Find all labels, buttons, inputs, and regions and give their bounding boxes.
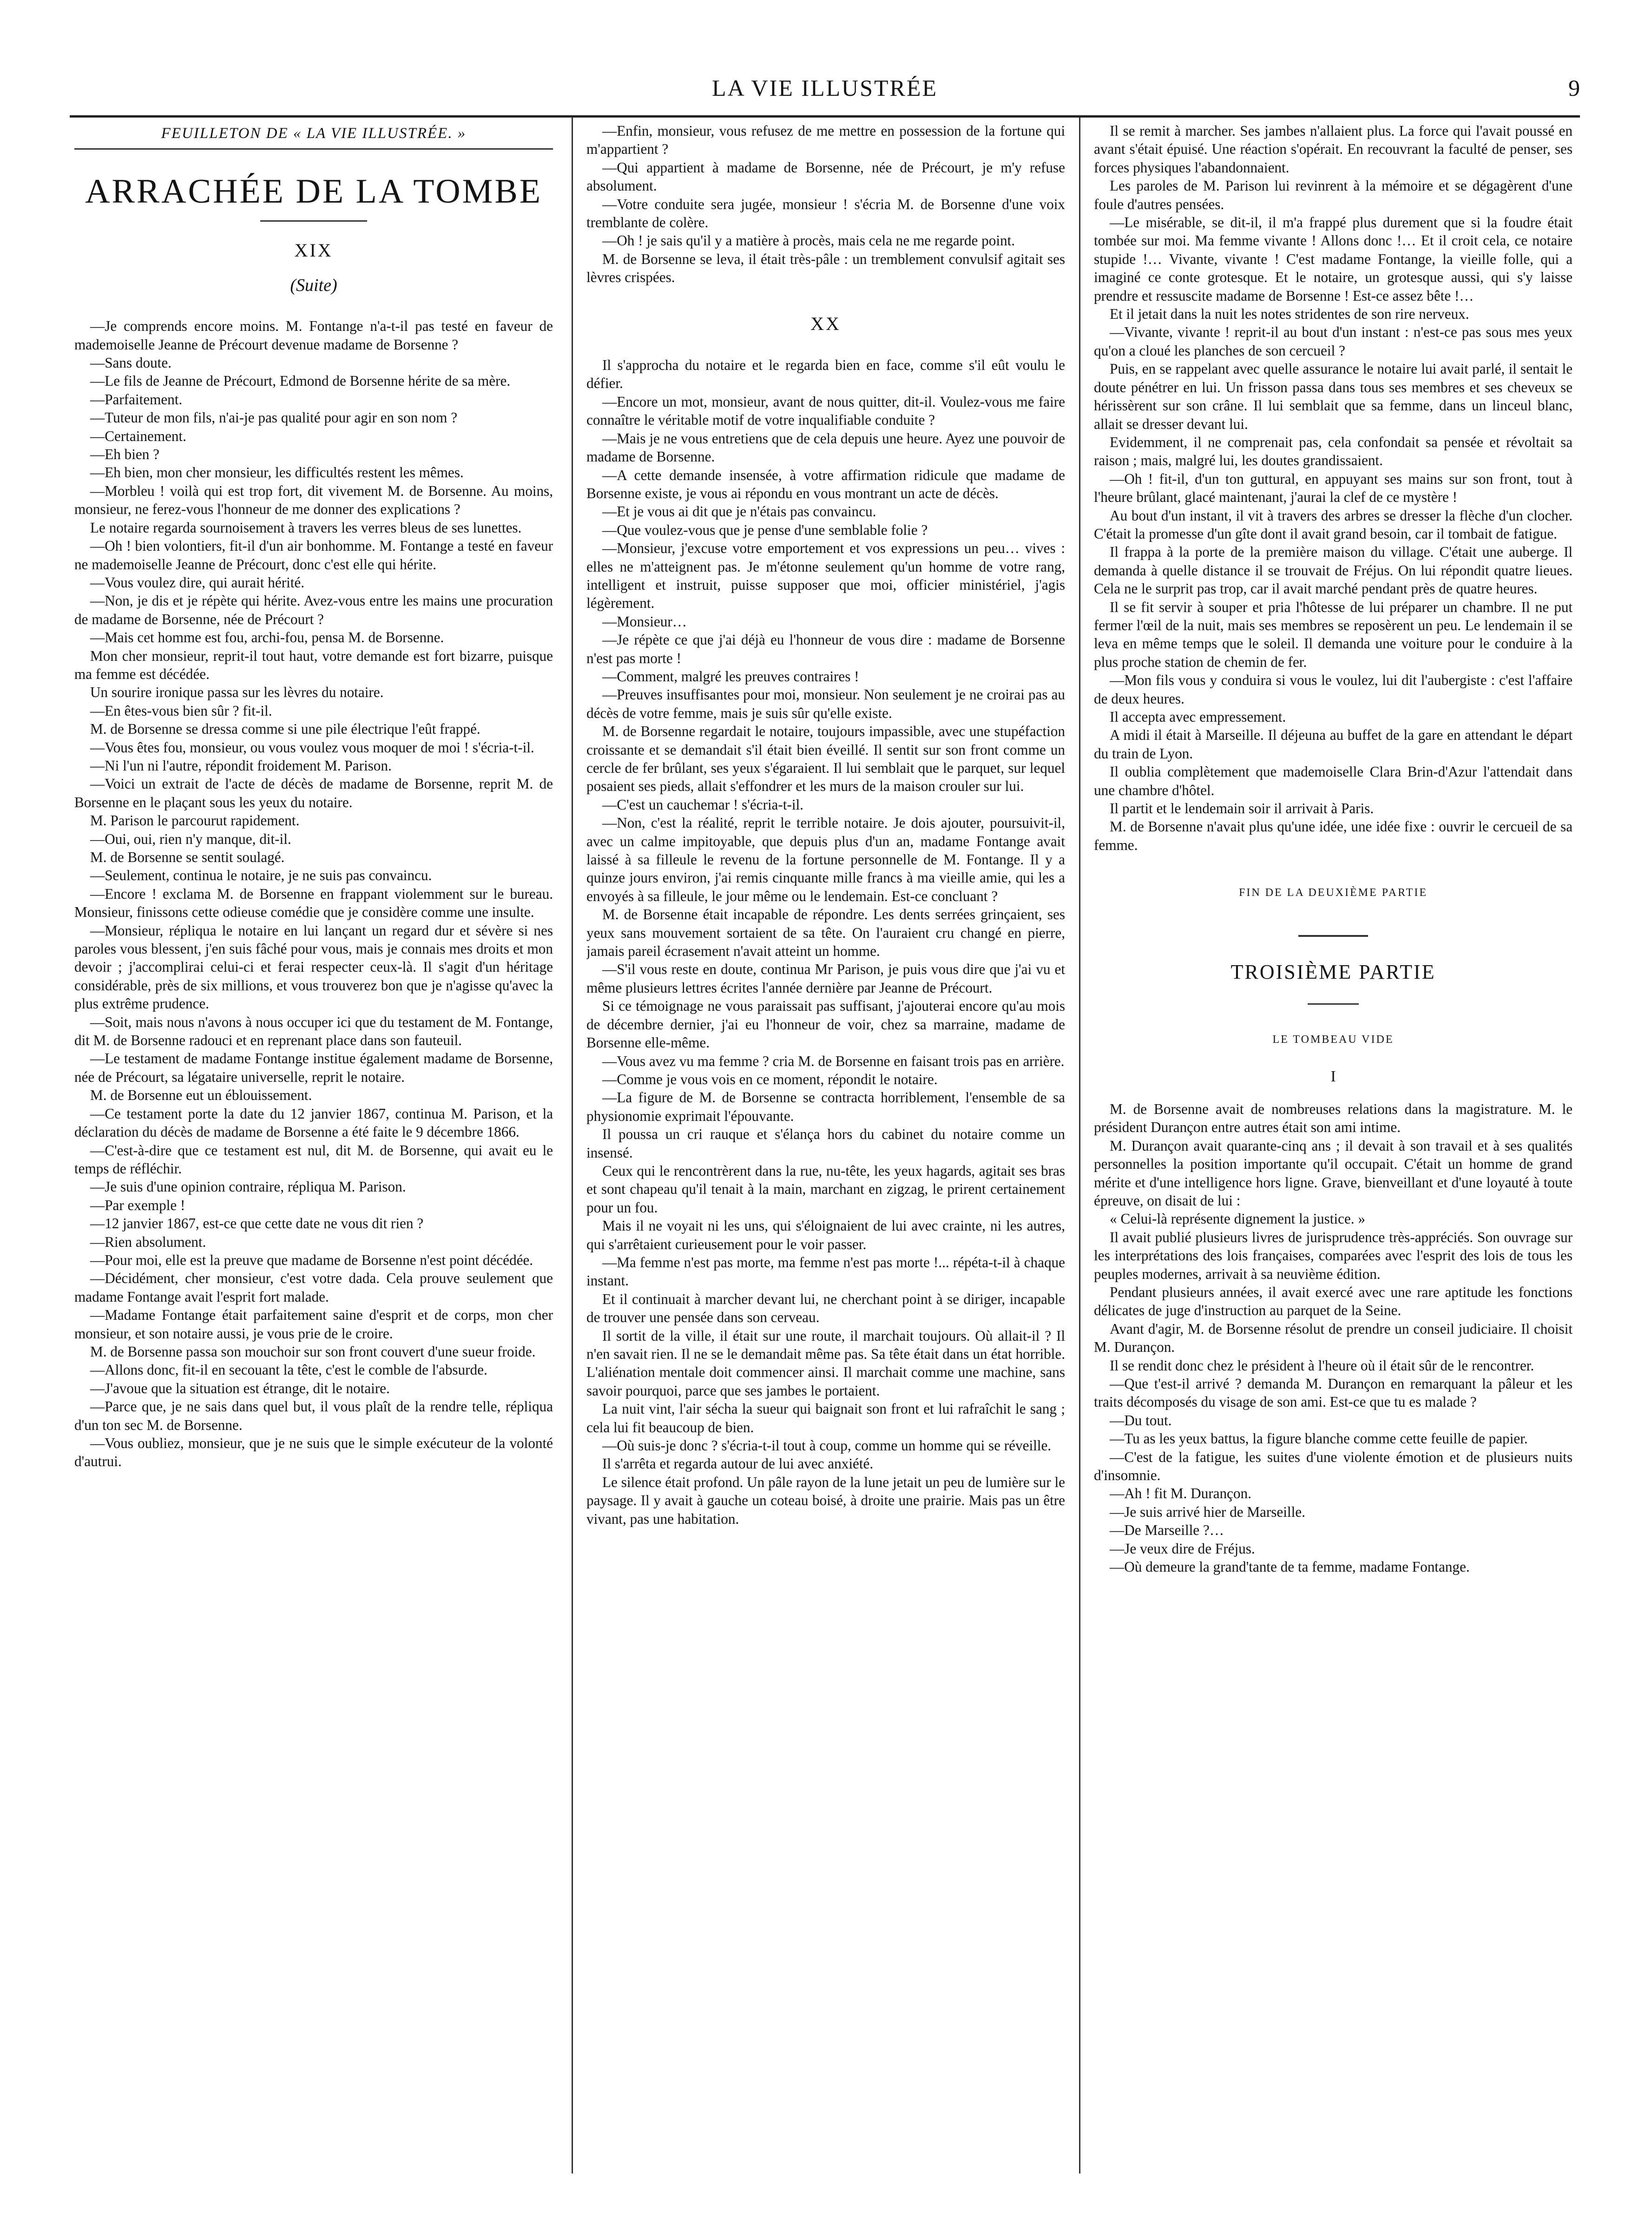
paragraph: M. de Borsenne avait de nombreuses relations dans la magistrature. M. le président Durançon entre autres était son ami intime. (1094, 1100, 1573, 1136)
paragraph: —Preuves insuffisantes pour moi, monsieur. Non seulement je ne croirai pas au décès de votre femme, mais je suis sûr qu'elle existe. (586, 686, 1065, 721)
paragraph: —Je comprends encore moins. M. Fontange n'a-t-il pas testé en faveur de mademoiselle Jeanne de Précourt devenue madame de Borsenne ? (74, 318, 553, 353)
paragraph: —Rien absolument. (90, 1233, 206, 1250)
paragraph: M. de Borsenne eut un éblouissement. (90, 1087, 312, 1104)
paragraph: —Eh bien ? (90, 446, 159, 463)
paragraph: M. de Borsenne passa son mouchoir sur son front couvert d'une sueur froide. (90, 1343, 536, 1360)
paragraph: —A cette demande insensée, à votre affirmation ridicule que madame de Borsenne existe, je vous ai répondu en vous montrant un acte de décès. (586, 467, 1065, 501)
column-2-text (586, 356, 1065, 1528)
paragraph: Il accepta avec empressement. (1110, 709, 1286, 725)
paragraph: —Où demeure la grand'tante de ta femme, madame Fontange. (1110, 1559, 1470, 1575)
header-rule (70, 115, 1580, 118)
page-header (70, 74, 1580, 107)
chapter-number: XX (810, 313, 841, 334)
paragraph: Il avait publié plusieurs livres de jurisprudence très-appréciés. Son ouvrage sur les interprétations des lois françaises, comparées avec l'esprit des lois de tous les peuples modernes, arrivait à sa neuvième édition. (1094, 1229, 1573, 1282)
story-title: ARRACHÉE DE LA TOMBE (85, 172, 542, 211)
paragraph: —Comment, malgré les preuves contraires ! (602, 668, 859, 685)
paragraph: —Je suis d'une opinion contraire, répliqua M. Parison. (90, 1179, 406, 1195)
paragraph: Evidemment, il ne comprenait pas, cela confondait sa pensée et révoltait sa raison ; mais, malgré lui, les doutes grandissaient. (1094, 434, 1573, 469)
paragraph: —Ma femme n'est pas morte, ma femme n'est pas morte !... répéta-t-il à chaque instant. (586, 1254, 1065, 1289)
chapter-number: I (1330, 1068, 1336, 1086)
paragraph: —Ni l'un ni l'autre, répondit froidement M. Parison. (90, 757, 392, 774)
paragraph: —Mais cet homme est fou, archi-fou, pensa M. de Borsenne. (90, 629, 444, 646)
paragraph: —Tuteur de mon fils, n'ai-je pas qualité pour agir en son nom ? (90, 409, 458, 426)
paragraph: M. de Borsenne n'avait plus qu'une idée, une idée fixe : ouvrir le cercueil de sa femme. (1094, 818, 1573, 853)
paragraph: M. Parison le parcourut rapidement. (90, 812, 300, 829)
paragraph: Mais il ne voyait ni les uns, qui s'éloignaient de lui avec crainte, ni les autres, qui s'arrêtaient curieusement pour le voir passer. (586, 1218, 1065, 1252)
paragraph: —Comme je vous vois en ce moment, répondit le notaire. (602, 1071, 938, 1087)
paragraph: M. de Borsenne était incapable de répondre. Les dents serrées grinçaient, ses yeux sans mouvement sortaient de sa tête. On l'auraient cru changé en pierre, jamais pareil écrasement n'avait atteint un homme. (586, 906, 1065, 960)
chapter-number: XIX (294, 240, 333, 261)
paragraph: —Encore un mot, monsieur, avant de nous quitter, dit-il. Voulez-vous me faire connaître le véritable motif de votre inqualifiable conduite ? (586, 393, 1065, 428)
paragraph: Il poussa un cri rauque et s'élança hors du cabinet du notaire comme un insensé. (586, 1126, 1065, 1161)
paragraph: —Monsieur… (602, 613, 687, 630)
paragraph: —Eh bien, mon cher monsieur, les difficultés restent les mêmes. (90, 464, 464, 481)
paragraph: —Vous avez vu ma femme ? cria M. de Borsenne en faisant trois pas en arrière. (602, 1053, 1065, 1069)
paragraph: —Non, c'est la réalité, reprit le terrible notaire. Je dois ajouter, poursuivit-il, avec un calme impitoyable, que depuis plus d'un an, madame Fontange avait laissé à sa filleule le revenu de la fortune personnelle de M. Fontange. Il y a quinze jours environ, j'ai remis cinquante mille francs à ma vieille amie, qui les a envoyés à sa filleule, le jour même ou le lendemain. Est-ce concluant ? (586, 815, 1065, 904)
paragraph: —Oui, oui, rien n'y manque, dit-il. (90, 830, 291, 847)
paragraph: Il s'approcha du notaire et le regarda bien en face, comme s'il eût voulu le défier. (586, 357, 1065, 392)
suite-label: (Suite) (290, 275, 337, 295)
paragraph: —Que t'est-il arrivé ? demanda M. Durançon en remarquant la pâleur et les traits décomposés du visage de son ami. Est-ce que tu es malade ? (1094, 1375, 1573, 1410)
paragraph: —Le fils de Jeanne de Précourt, Edmond de Borsenne hérite de sa mère. (90, 373, 511, 389)
paragraph: —En êtes-vous bien sûr ? fit-il. (90, 702, 272, 719)
feuilleton-heading: FEUILLETON DE « LA VIE ILLUSTRÉE. » (161, 125, 467, 142)
paragraph: M. de Borsenne se sentit soulagé. (90, 849, 285, 865)
paragraph: —Parfaitement. (90, 391, 183, 408)
paragraph: —Par exemple ! (90, 1197, 185, 1213)
paragraph: —Soit, mais nous n'avons à nous occuper ici que du testament de M. Fontange, dit M. de Borsenne radouci et en reprenant place dans son fauteuil. (74, 1014, 553, 1049)
paragraph: —De Marseille ?… (1110, 1522, 1224, 1539)
paragraph: —Je veux dire de Fréjus. (1110, 1540, 1255, 1557)
paragraph: —Je répète ce que j'ai déjà eu l'honneur de vous dire : madame de Borsenne n'est pas morte ! (586, 632, 1065, 666)
column-2 (586, 122, 1065, 2176)
paragraph: —Le misérable, se dit-il, il m'a frappé plus durement que si la foudre était tombée sur moi. Ma femme vivante ! Allons donc !… Et il croit cela, ce notaire stupide !… Vivante, vivante ! C'est madame Fontange, la vieille folle, qui a imaginé ce conte grotesque. Et le notaire, un grotesque aussi, qui s'y laisse prendre et ressuscite madame de Borsenne ! Est-ce assez bête !… (1094, 214, 1573, 304)
part-title: TROISIÈME PARTIE (1231, 960, 1436, 983)
paragraph: —Monsieur, j'excuse votre emportement et vos expressions un peu… vives : elles ne m'atteignent pas. Je m'étonne seulement qu'un homme de votre rang, intelligent et instruit, puisse supposer que moi, officier ministériel, j'agis légèrement. (586, 540, 1065, 612)
paragraph: —Votre conduite sera jugée, monsieur ! s'écria M. de Borsenne d'une voix tremblante de colère. (586, 196, 1065, 231)
feuilleton-rule (74, 148, 553, 150)
paragraph: Au bout d'un instant, il vit à travers des arbres se dresser la flèche d'un clocher. C'était la promesse d'un gîte dont il avait grand besoin, car il tombait de fatigue. (1094, 507, 1573, 542)
paragraph: —Mon fils vous y conduira si vous le voulez, lui dit l'aubergiste : c'est l'affaire de deux heures. (1094, 672, 1573, 707)
column-2-text-before (586, 122, 1065, 287)
paragraph: La nuit vint, l'air sécha la sueur qui baignait son front et lui rafraîchit le sang ; cela lui fit beaucoup de bien. (586, 1401, 1065, 1435)
paragraph: —Madame Fontange était parfaitement saine d'esprit et de corps, mon cher monsieur, et son notaire aussi, je vous prie de le croire. (74, 1307, 553, 1342)
paragraph: Il oublia complètement que mademoiselle Clara Brin-d'Azur l'attendait dans une chambre d'hôtel. (1094, 764, 1573, 798)
paragraph: —C'est-à-dire que ce testament est nul, dit M. de Borsenne, qui avait eu le temps de réfléchir. (74, 1142, 553, 1177)
paragraph: Il se fit servir à souper et pria l'hôtesse de lui préparer un chambre. Il ne put fermer l'œil de la nuit, mais ses membres se reposèrent un peu. Le lendemain il se leva en même temps que le soleil. Il demanda une voiture pour le conduire à la plus proche station de chemin de fer. (1094, 599, 1573, 670)
paragraph: —Oh ! bien volontiers, fit-il d'un air bonhomme. M. Fontange a testé en faveur ne mademoiselle Jeanne de Précourt, donc c'est elle qui hérite. (74, 538, 553, 573)
paragraph: Puis, en se rappelant avec quelle assurance le notaire lui avait parlé, il sentait le doute pénétrer en lui. Un frisson passa dans tous ses membres et ses cheveux se hérissèrent sur son crâne. Il lui semblait que sa femme, dans un linceul blanc, allait se dresser devant lui. (1094, 361, 1573, 432)
paragraph: —Encore ! exclama M. de Borsenne en frappant violemment sur le bureau. Monsieur, finissons cette odieuse comédie que je considère comme une insulte. (74, 885, 553, 921)
paragraph: —S'il vous reste en doute, continua Mr Parison, je puis vous dire que j'ai vu et même plusieurs lettres écrites l'année dernière par Jeanne de Précourt. (586, 961, 1065, 996)
paragraph: —Vous oubliez, monsieur, que je ne suis que le simple exécuteur de la volonté d'autrui. (74, 1435, 553, 1470)
column-3 (1094, 122, 1573, 2176)
paragraph: Si ce témoignage ne vous paraissait pas suffisant, j'ajouterai encore qu'au mois de décembre dernier, j'ai eu l'honneur de voir, chez sa marraine, madame de Borsenne elle-même. (586, 998, 1065, 1051)
paragraph: Il s'arrêta et regarda autour de lui avec anxiété. (602, 1455, 874, 1472)
paragraph: —Que voulez-vous que je pense d'une semblable folie ? (602, 521, 928, 538)
paragraph: —Où suis-je donc ? s'écria-t-il tout à coup, comme un homme qui se réveille. (602, 1437, 1052, 1454)
column-divider (1079, 117, 1080, 2173)
paragraph: Mon cher monsieur, reprit-il tout haut, votre demande est fort bizarre, puisque ma femme est décédée. (74, 647, 553, 682)
paragraph: Ceux qui le rencontrèrent dans la rue, nu-tête, les yeux hagards, agitait ses bras et sont chapeau qu'il tenait à la main, marchant en zigzag, le prirent certainement pour un fou. (586, 1162, 1065, 1216)
paragraph: —Enfin, monsieur, vous refusez de me mettre en possession de la fortune qui m'appartient ? (586, 123, 1065, 158)
paragraph: Et il continuait à marcher devant lui, ne cherchant point à se diriger, incapable de trouver une pensée dans son cerveau. (586, 1290, 1065, 1326)
paragraph: Avant d'agir, M. de Borsenne résolut de prendre un conseil judiciaire. Il choisit M. Durançon. (1094, 1320, 1573, 1356)
paragraph: Pendant plusieurs années, il avait exercé avec une rare aptitude les fonctions délicates de juge d'instruction au parquet de la Seine. (1094, 1284, 1573, 1319)
paragraph: —Oh ! fit-il, d'un ton guttural, en appuyant ses mains sur son front, tout à l'heure brûlant, glacé maintenant, j'aurai la clef de ce mystère ! (1094, 470, 1573, 506)
paragraph: Il sortit de la ville, il était sur une route, il marchait toujours. Où allait-il ? Il n'en savait rien. Il ne se le demandait même pas. Sa tête était dans un état horrible. L'aliénation mentale doit commencer ainsi. Il marchait comme une machine, sans savoir pourquoi, parce que ses jambes le portaient. (586, 1327, 1065, 1399)
title-rule (260, 220, 367, 222)
paragraph: —C'est de la fatigue, les suites d'une violente émotion et de plusieurs nuits d'insomnie. (1094, 1448, 1573, 1483)
paragraph: —Et je vous ai dit que je n'étais pas convaincu. (602, 503, 876, 520)
paragraph: —Non, je dis et je répète qui hérite. Avez-vous entre les mains une procuration de madame de Borsenne, née de Précourt ? (74, 593, 553, 627)
paragraph: Et il jetait dans la nuit les notes stridentes de son rire nerveux. (1110, 306, 1469, 323)
paragraph: —Certainement. (90, 428, 186, 444)
page-number: 9 (1568, 75, 1580, 101)
paragraph: —Décidément, cher monsieur, c'est votre dada. Cela prouve seulement que madame Fontange avait l'esprit fort malade. (74, 1270, 553, 1305)
paragraph: —Ah ! fit M. Durançon. (1110, 1485, 1251, 1502)
paragraph: —Vous voulez dire, qui aurait hérité. (90, 574, 305, 591)
paragraph: —Voici un extrait de l'acte de décès de madame de Borsenne, reprit M. de Borsenne en le plaçant sous les yeux du notaire. (74, 776, 553, 810)
paragraph: —Pour moi, elle est la preuve que madame de Borsenne n'est point décédée. (90, 1251, 533, 1268)
paragraph: Il partit et le lendemain soir il arrivait à Paris. (1110, 800, 1374, 817)
paragraph: —Vivante, vivante ! reprit-il au bout d'un instant : n'est-ce pas sous mes yeux qu'on a cloué les planches de son cercueil ? (1094, 324, 1573, 359)
paragraph: Il se remit à marcher. Ses jambes n'allaient plus. La force qui l'avait poussé en avant s'était épuisé. Une réaction s'opérait. En recouvrant la faculté de penser, ses forces physiques l'abandonnaient. (1094, 123, 1573, 176)
paragraph: M. de Borsenne se leva, il était très-pâle : un tremblement convulsif agitait ses lèvres crispées. (586, 250, 1065, 286)
paragraph: —Oh ! je sais qu'il y a matière à procès, mais cela ne me regarde point. (602, 232, 1015, 249)
paragraph: —Allons donc, fit-il en secouant la tête, c'est le comble de l'absurde. (90, 1362, 487, 1378)
end-of-part-label: FIN DE LA DEUXIÈME PARTIE (1239, 887, 1428, 899)
paragraph: M. de Borsenne regardait le notaire, toujours impassible, avec une stupéfaction croissante et se demandait s'il était bien éveillé. Il sentit sur son front comme un cercle de fer brûlant, ses yeux s'égaraient. Il lui semblait que le parquet, sur lequel posaient ses pieds, allait s'effondrer et les murs de la maison crouler sur lui. (586, 723, 1065, 795)
part-rule (1308, 1003, 1359, 1005)
paragraph: —Parce que, je ne sais dans quel but, il vous plaît de la rendre telle, répliqua d'un ton sec M. de Borsenne. (74, 1398, 553, 1433)
paragraph: —Tu as les yeux battus, la figure blanche comme cette feuille de papier. (1110, 1430, 1528, 1447)
paragraph: —Je suis arrivé hier de Marseille. (1110, 1503, 1305, 1520)
paragraph: —La figure de M. de Borsenne se contracta horriblement, l'ensemble de sa physionomie exprimait l'épouvante. (586, 1089, 1065, 1124)
paragraph: —J'avoue que la situation est étrange, dit le notaire. (90, 1380, 390, 1396)
paragraph: Un sourire ironique passa sur les lèvres du notaire. (90, 684, 384, 701)
paragraph: « Celui-là représente dignement la justice. » (1110, 1211, 1365, 1227)
paragraph: Les paroles de M. Parison lui revinrent à la mémoire et se dégagèrent d'une foule d'autres pensées. (1094, 178, 1573, 212)
paragraph: Il se rendit donc chez le président à l'heure où il était sûr de le rencontrer. (1110, 1357, 1534, 1374)
paragraph: A midi il était à Marseille. Il déjeuna au buffet de la gare en attendant le départ du train de Lyon. (1094, 727, 1573, 762)
paragraph: Le silence était profond. Un pâle rayon de la lune jetait un peu de lumière sur le paysage. Il y avait à gauche un coteau boisé, à droite une prairie. Mais pas un être vivant, pas une habitation. (586, 1474, 1065, 1527)
section-rule (1298, 935, 1368, 937)
publication-title: LA VIE ILLUSTRÉE (712, 75, 938, 101)
column-3-text (1094, 122, 1573, 854)
paragraph: —Morbleu ! voilà qui est trop fort, dit vivement M. de Borsenne. Au moins, monsieur, ne ferez-vous l'honneur de me donner des explications ? (74, 482, 553, 518)
paragraph: —Seulement, continua le notaire, je ne suis pas convaincu. (90, 867, 432, 884)
paragraph: —Qui appartient à madame de Borsenne, née de Précourt, je m'y refuse absolument. (586, 159, 1065, 194)
column-1-text (74, 317, 553, 1471)
paragraph: Le notaire regarda sournoisement à travers les verres bleus de ses lunettes. (90, 519, 522, 536)
paragraph: —Le testament de madame Fontange institue également madame de Borsenne, née de Précourt, sa légataire universelle, reprit le notaire. (74, 1050, 553, 1085)
column-3-text-after (1094, 1100, 1573, 1576)
paragraph: Il frappa à la porte de la première maison du village. C'était une auberge. Il demanda à quelle distance il se trouvait de Fréjus. On lui répondit quatre lieues. Cela ne le surprit pas trop, car il avait marché pendant près de quatre heures. (1094, 544, 1573, 597)
paragraph: —Mais je ne vous entretiens que de cela depuis une heure. Ayez une pouvoir de madame de Borsenne. (586, 430, 1065, 465)
paragraph: —Monsieur, répliqua le notaire en lui lançant un regard dur et sévère si nes paroles vous blessent, j'en suis fâché pour vous, mais je connais mes droits et mon devoir ; j'accomplirai celui-ci et ferai respecter ceux-là. Il s'agit d'un héritage considérable, près de six millions, et vous trouverez bon que je n'agisse qu'avec la plus extrême prudence. (74, 922, 553, 1012)
paragraph: M. Durançon avait quarante-cinq ans ; il devait à son travail et à ses qualités personnelles la position importante qu'il occupait. C'était un homme de grand mérite et d'une intelligence hors ligne. Grave, bienveillant et d'une loyauté à toute épreuve, on disait de lui : (1094, 1137, 1573, 1209)
paragraph: M. de Borsenne se dressa comme si une pile électrique l'eût frappé. (90, 721, 480, 737)
paragraph: —12 janvier 1867, est-ce que cette date ne vous dit rien ? (90, 1215, 424, 1232)
section-title: LE TOMBEAU VIDE (1272, 1034, 1394, 1046)
paragraph: —C'est un cauchemar ! s'écria-t-il. (602, 796, 803, 813)
column-divider (572, 117, 573, 2173)
paragraph: —Ce testament porte la date du 12 janvier 1867, continua M. Parison, et la déclaration du décès de madame de Borsenne a été faite le 9 décembre 1866. (74, 1105, 553, 1140)
paragraph: —Du tout. (1110, 1412, 1172, 1429)
paragraph: —Vous êtes fou, monsieur, ou vous voulez vous moquer de moi ! s'écria-t-il. (90, 739, 534, 756)
paragraph: —Sans doute. (90, 355, 171, 371)
column-1 (74, 122, 553, 2176)
